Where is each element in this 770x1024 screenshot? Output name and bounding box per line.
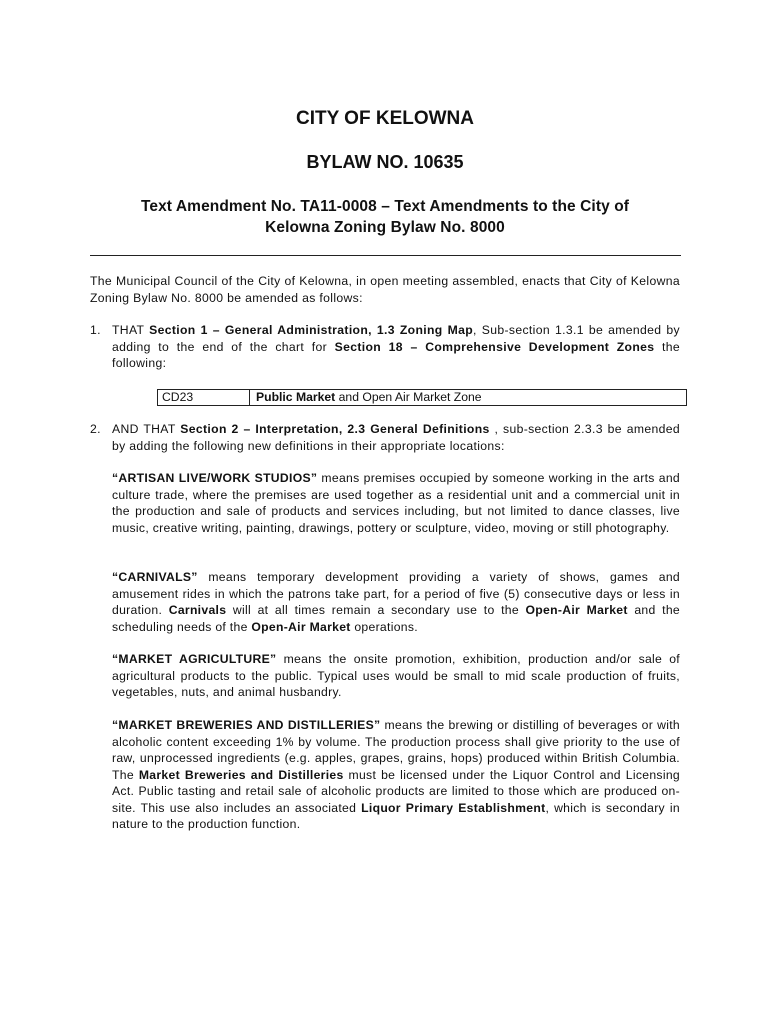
- item-text: [112, 322, 680, 372]
- definition-text: means temporary development providing a variety of shows, games and amusement rides in which the patrons take part, for a period of five (5) consecutive days or less in duration.: [112, 570, 680, 617]
- bylaw-number: BYLAW NO. 10635: [306, 152, 464, 172]
- definition-text: and the scheduling needs of the: [112, 603, 680, 634]
- definition-text: means the onsite promotion, exhibition, production and/or sale of agricultural products to the public. Typical uses would be small to mid scale production of fruits, vegetables, nuts, and animal husbandry.: [112, 652, 680, 699]
- definition-text: means the brewing or distilling of beverages or with alcoholic content exceeding 1% by volume. The production process shall give priority to the use of raw, unprocessed ingredients (e.g. apples, grapes, grains, hops) produced within British Columbia. The: [112, 718, 680, 782]
- definition-term: “ARTISAN LIVE/WORK STUDIOS”: [112, 471, 318, 485]
- item-text-mid: , Sub-section 1.3.1 be amended by adding to the end of the chart for: [112, 323, 680, 354]
- amendment-title-line2: Kelowna Zoning Bylaw No. 8000: [265, 219, 505, 236]
- definition-text: must be licensed under the Liquor Control and Licensing Act. Public tasting and retail sale of alcoholic products are limited to those which are produced on-site. This use also includes an associated: [112, 767, 680, 815]
- definition-market-breweries: [112, 717, 680, 833]
- item-text-post: , sub-section 2.3.3 be amended by adding the following new definitions in their appropriate locations:: [112, 422, 680, 453]
- item-number: 1.: [90, 323, 101, 337]
- definition-bold: Open-Air Market: [251, 619, 351, 634]
- intro-paragraph: The Municipal Council of the City of Kelowna, in open meeting assembled, enacts that City of Kelowna Zoning Bylaw No. 8000 be amended as follows:: [90, 274, 680, 305]
- zone-name-bold: Public Market: [256, 390, 336, 404]
- amendment-item-2: [90, 421, 680, 454]
- definition-bold: Carnivals: [168, 603, 227, 617]
- definition-bold: Market Breweries and Distilleries: [138, 767, 344, 782]
- section-reference: Section 2 – Interpretation, 2.3 General Definitions: [180, 422, 490, 436]
- definition-artisan: [112, 470, 680, 536]
- definition-term: “MARKET BREWERIES AND DISTILLERIES”: [112, 718, 381, 732]
- section-reference: Section 1 – General Administration, 1.3 Zoning Map: [149, 323, 474, 337]
- amendment-title: [0, 196, 770, 238]
- horizontal-divider: [90, 255, 681, 256]
- city-title: CITY OF KELOWNA: [295, 108, 475, 129]
- definition-text: operations.: [350, 619, 418, 634]
- definition-carnivals: [112, 569, 680, 635]
- item-text: [112, 421, 680, 454]
- definition-term: “MARKET AGRICULTURE”: [112, 652, 277, 666]
- zone-name-rest: and Open Air Market Zone: [335, 390, 482, 404]
- item-number: 2.: [90, 422, 101, 436]
- item-text-post: the following:: [112, 339, 680, 370]
- definition-bold: Open-Air Market: [525, 603, 628, 617]
- zone-table: [157, 389, 687, 406]
- definition-market-agriculture: [112, 651, 680, 701]
- definition-text: will at all times remain a secondary use to the: [226, 603, 526, 617]
- definition-bold: Liquor Primary Establishment: [361, 800, 546, 815]
- zone-code-cell: CD23: [158, 390, 250, 405]
- definition-text: means premises occupied by someone working in the arts and culture trade, where the premises are used together as a residential unit and a commercial unit in the production and sale of products and services including, but not limited to dance classes, live music, creative writing, painting, drawings, pottery or sculpture, video, moving or still photography.: [112, 471, 680, 535]
- definition-text: , which is secondary in nature to the production function.: [112, 800, 680, 831]
- definition-term: “CARNIVALS”: [112, 570, 198, 584]
- amendment-item-1: [90, 322, 680, 372]
- section-reference-2: Section 18 – Comprehensive Development Zones: [334, 339, 655, 354]
- zone-description-cell: [250, 390, 482, 405]
- item-text-pre: AND THAT: [112, 422, 181, 436]
- item-text-pre: THAT: [112, 323, 150, 337]
- amendment-title-line1: Text Amendment No. TA11-0008 – Text Amendments to the City of: [140, 198, 630, 215]
